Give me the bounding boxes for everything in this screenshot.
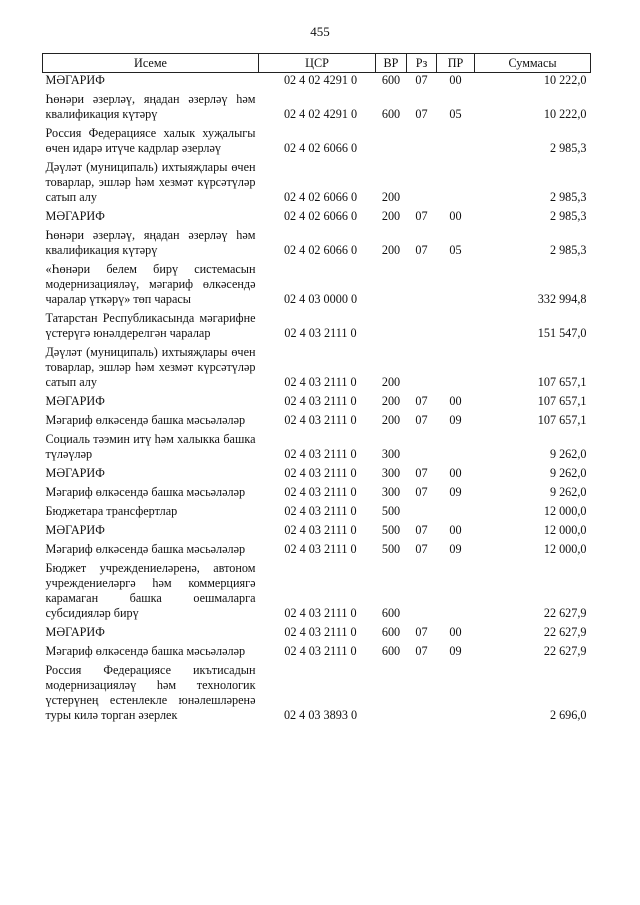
row-rz: 07 — [415, 523, 428, 537]
table-body — [43, 73, 591, 728]
row-vr: 200 — [381, 243, 401, 257]
row-rz: 07 — [415, 644, 428, 658]
budget-table — [42, 53, 591, 727]
row-sum: 22 627,9 — [543, 644, 587, 658]
table-row — [43, 228, 591, 262]
row-name: Мәгариф өлкәсендә башка мәсьәләләр — [45, 542, 246, 556]
row-csr: 02 4 03 2111 0 — [284, 326, 357, 340]
table-row — [43, 126, 591, 160]
row-sum: 151 547,0 — [537, 326, 587, 340]
column-header-name: Исеме — [43, 54, 259, 73]
row-sum: 2 985,3 — [549, 141, 587, 155]
row-name: МӘГАРИФ — [45, 625, 105, 639]
row-vr: 200 — [381, 190, 401, 204]
row-sum: 2 985,3 — [549, 209, 587, 223]
column-header-sum: Суммасы — [475, 54, 591, 73]
row-pr — [437, 160, 475, 209]
row-sum: 12 000,0 — [543, 504, 587, 518]
row-vr: 300 — [381, 447, 401, 461]
row-pr: 00 — [449, 209, 462, 223]
row-sum: 9 262,0 — [549, 485, 587, 499]
table-row — [43, 561, 591, 625]
row-name: Бюджет учреждениеләренә, автоном учреждениеләргә һәм коммерциягә карамаган башка оешмаларга субсидияләр бирү — [45, 561, 256, 620]
row-name: «Һөнәри белем бирү системасын модернизацияләү, мәгариф өлкәсендә чаралар үткәрү» төп чарасы — [45, 262, 256, 306]
row-sum: 107 657,1 — [537, 394, 587, 408]
row-csr: 02 4 02 4291 0 — [283, 107, 358, 121]
row-vr: 600 — [381, 73, 401, 87]
row-rz: 07 — [415, 413, 428, 427]
row-name: Мәгариф өлкәсендә башка мәсьәләләр — [45, 485, 246, 499]
row-vr: 600 — [381, 625, 401, 639]
row-name: МӘГАРИФ — [45, 73, 105, 87]
row-sum: 2 696,0 — [549, 708, 587, 722]
row-rz: 07 — [415, 466, 428, 480]
column-header-csr: ЦСР — [259, 54, 376, 73]
page-number: 455 — [310, 24, 330, 39]
row-rz — [407, 262, 437, 311]
row-csr: 02 4 03 2111 0 — [284, 413, 357, 427]
row-rz — [407, 345, 437, 394]
row-vr: 500 — [381, 542, 401, 556]
row-csr: 02 4 03 2111 0 — [284, 485, 357, 499]
row-pr — [437, 561, 475, 625]
row-name: МӘГАРИФ — [45, 394, 105, 408]
table-row — [43, 345, 591, 394]
row-vr: 200 — [381, 394, 401, 408]
row-vr: 200 — [381, 413, 401, 427]
row-name: Бюджетара трансфертлар — [45, 504, 178, 518]
row-pr — [437, 262, 475, 311]
row-csr: 02 4 03 2111 0 — [284, 625, 357, 639]
table-row — [43, 73, 591, 93]
table-row — [43, 466, 591, 485]
row-sum: 9 262,0 — [549, 466, 587, 480]
row-rz: 07 — [415, 107, 428, 121]
row-csr: 02 4 03 2111 0 — [284, 542, 357, 556]
row-rz: 07 — [415, 209, 428, 223]
row-name: Һөнәри әзерләү, яңадан әзерләү һәм квалификация күтәрү — [45, 228, 256, 257]
table-row — [43, 432, 591, 466]
row-rz — [407, 311, 437, 345]
row-rz: 07 — [415, 394, 428, 408]
row-csr: 02 4 02 6066 0 — [283, 243, 358, 257]
row-sum: 12 000,0 — [543, 542, 587, 556]
row-sum: 22 627,9 — [543, 606, 587, 620]
table-row — [43, 625, 591, 644]
row-rz — [407, 504, 437, 523]
row-name: Дәүләт (муниципаль) ихтыяҗлары өчен товарлар, эшләр һәм хезмәт күрсәтүләр сатып алу — [45, 160, 256, 204]
table-row — [43, 160, 591, 209]
row-name: Һөнәри әзерләү, яңадан әзерләү һәм квалификация күтәрү — [45, 92, 256, 121]
row-csr: 02 4 03 3893 0 — [283, 708, 358, 722]
row-sum: 12 000,0 — [543, 523, 587, 537]
row-pr: 00 — [449, 523, 462, 537]
row-csr: 02 4 02 6066 0 — [283, 141, 358, 155]
row-vr — [376, 663, 407, 727]
row-csr: 02 4 02 6066 0 — [283, 209, 358, 223]
table-row — [43, 92, 591, 126]
row-name: Татарстан Республикасында мәгарифне үстерүгә юнәлдерелгән чаралар — [45, 311, 256, 340]
row-pr: 05 — [449, 243, 462, 257]
row-pr: 09 — [449, 542, 462, 556]
row-name: Мәгариф өлкәсендә башка мәсьәләләр — [45, 644, 246, 658]
row-vr — [376, 126, 407, 160]
table-row — [43, 663, 591, 727]
row-pr: 09 — [449, 485, 462, 499]
row-sum: 10 222,0 — [543, 107, 587, 121]
row-pr — [437, 126, 475, 160]
row-pr — [437, 311, 475, 345]
table-row — [43, 413, 591, 432]
row-pr: 00 — [449, 394, 462, 408]
row-rz — [407, 432, 437, 466]
row-csr: 02 4 03 2111 0 — [284, 523, 357, 537]
row-vr: 300 — [381, 466, 401, 480]
row-rz — [407, 160, 437, 209]
row-sum: 107 657,1 — [537, 413, 587, 427]
column-header-pr: ПР — [437, 54, 475, 73]
row-name: Социаль тәэмин итү һәм халыкка башка түләүләр — [45, 432, 256, 461]
row-pr — [437, 504, 475, 523]
table-row — [43, 262, 591, 311]
row-vr: 200 — [381, 209, 401, 223]
row-rz — [407, 663, 437, 727]
row-vr: 600 — [381, 644, 401, 658]
row-vr: 500 — [381, 523, 401, 537]
row-csr: 02 4 03 2111 0 — [284, 504, 357, 518]
row-name: МӘГАРИФ — [45, 466, 105, 480]
row-vr: 500 — [381, 504, 401, 518]
row-pr — [437, 432, 475, 466]
row-rz — [407, 561, 437, 625]
row-sum: 2 985,3 — [549, 190, 587, 204]
row-csr: 02 4 02 4291 0 — [283, 73, 358, 87]
row-vr: 600 — [381, 107, 401, 121]
row-sum: 107 657,1 — [537, 375, 587, 389]
table-row — [43, 644, 591, 663]
row-vr: 200 — [381, 375, 401, 389]
row-csr: 02 4 02 6066 0 — [283, 190, 358, 204]
row-csr: 02 4 03 2111 0 — [284, 466, 357, 480]
row-pr: 09 — [449, 644, 462, 658]
row-sum: 22 627,9 — [543, 625, 587, 639]
table-header-row — [43, 54, 591, 73]
row-vr — [376, 311, 407, 345]
row-pr: 00 — [449, 625, 462, 639]
row-vr — [376, 262, 407, 311]
row-rz: 07 — [415, 243, 428, 257]
table-row — [43, 394, 591, 413]
row-name: МӘГАРИФ — [45, 209, 105, 223]
row-sum: 10 222,0 — [543, 73, 587, 87]
row-name: Россия Федерациясе халык хуҗалыгы өчен идарә итүче кадрлар әзерләү — [45, 126, 256, 155]
row-rz: 07 — [415, 485, 428, 499]
row-rz: 07 — [415, 625, 428, 639]
row-csr: 02 4 03 2111 0 — [284, 606, 357, 620]
table-row — [43, 311, 591, 345]
row-csr: 02 4 03 2111 0 — [284, 447, 357, 461]
row-csr: 02 4 03 2111 0 — [284, 394, 357, 408]
row-vr: 600 — [381, 606, 401, 620]
row-sum: 9 262,0 — [549, 447, 587, 461]
row-name: МӘГАРИФ — [45, 523, 105, 537]
row-pr: 09 — [449, 413, 462, 427]
row-sum: 332 994,8 — [537, 292, 587, 306]
row-vr: 300 — [381, 485, 401, 499]
table-row — [43, 485, 591, 504]
row-rz: 07 — [415, 73, 428, 87]
row-csr: 02 4 03 2111 0 — [284, 375, 357, 389]
table-row — [43, 209, 591, 228]
row-pr: 05 — [449, 107, 462, 121]
table-row — [43, 504, 591, 523]
row-pr: 00 — [449, 73, 462, 87]
row-pr: 00 — [449, 466, 462, 480]
row-pr — [437, 663, 475, 727]
table-row — [43, 542, 591, 561]
row-name: Мәгариф өлкәсендә башка мәсьәләләр — [45, 413, 246, 427]
row-rz: 07 — [415, 542, 428, 556]
row-name: Дәүләт (муниципаль) ихтыяҗлары өчен товарлар, эшләр һәм хезмәт күрсәтүләр сатып алу — [45, 345, 256, 389]
row-sum: 2 985,3 — [549, 243, 587, 257]
row-name: Россия Федерациясе икътисадын модернизацияләү һәм технологик үстерүнең естенлекле юнәлешләренә туры килә торган әзерлек — [45, 663, 256, 722]
row-pr — [437, 345, 475, 394]
row-csr: 02 4 03 2111 0 — [284, 644, 357, 658]
column-header-vr: ВР — [376, 54, 407, 73]
column-header-rz: Рз — [407, 54, 437, 73]
row-rz — [407, 126, 437, 160]
table-row — [43, 523, 591, 542]
row-csr: 02 4 03 0000 0 — [283, 292, 358, 306]
